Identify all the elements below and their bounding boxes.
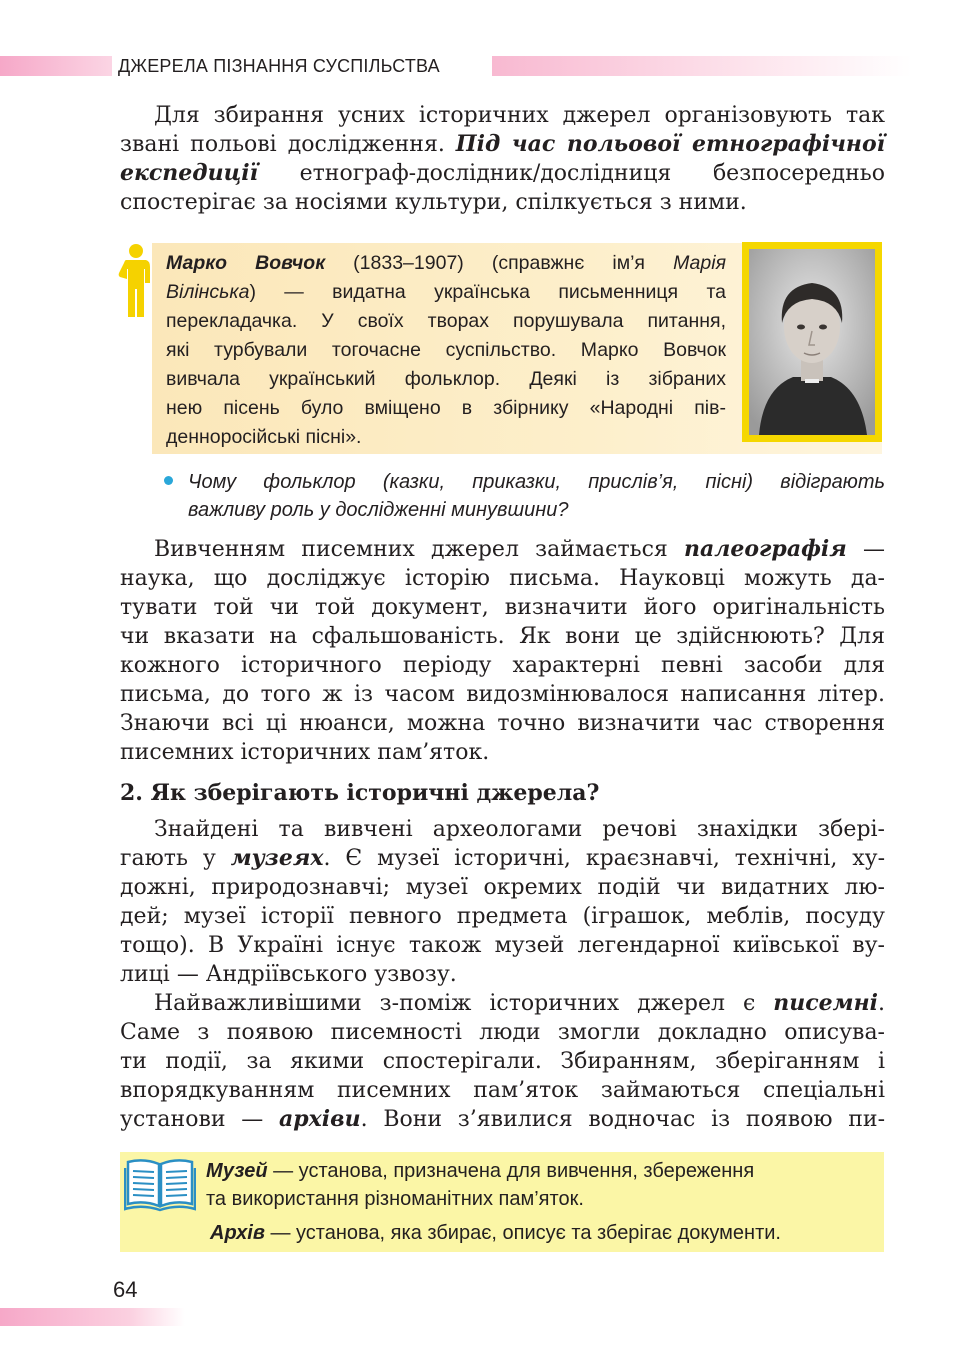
bio-real-surname: Вілінська	[166, 281, 250, 303]
def-museum-term: Музей	[206, 1160, 268, 1182]
museums-line-3: дожні, природознавчі; музеї окремих подій чи видатних лю-	[120, 875, 885, 900]
written-line-2: Саме з появою писемності люди змогли докладно описува-	[120, 1020, 885, 1045]
museums-paragraph	[120, 815, 885, 989]
museums-text: . Є музеї історичні, краєзнавчі, технічні, ху-	[323, 846, 886, 871]
written-line-1	[120, 989, 885, 1018]
section-heading: 2. Як зберігають історичні джерела?	[120, 780, 600, 806]
footer-accent	[0, 1308, 185, 1326]
intro-line-2	[120, 130, 885, 159]
portrait-frame	[742, 242, 882, 442]
paleo-line-8: писемних історичних пам’яток.	[120, 740, 490, 765]
written-text: установи —	[120, 1107, 280, 1132]
paleo-line-4: чи вказати на сфальшованість. Як вони це здійснюють? Для	[120, 624, 885, 649]
open-book-icon	[124, 1156, 196, 1212]
biography-text	[166, 249, 726, 452]
museums-line-2	[120, 844, 885, 873]
intro-paragraph	[120, 101, 885, 217]
written-line-3: ти події, за якими спостерігали. Збиранням, зберіганням і	[120, 1049, 885, 1074]
bio-name: Марко Вовчок	[166, 252, 326, 274]
def-archive-term: Архів	[210, 1222, 265, 1244]
written-text: Найважливішими з-поміж історичних джерел є	[154, 991, 774, 1016]
term-written: писемні	[773, 990, 878, 1016]
term-expedition: Під час польової етнографічної	[455, 131, 885, 157]
paleo-line-1	[120, 535, 885, 564]
paleo-line-5: кожного історичного періоду характерні певні засоби для	[120, 653, 885, 678]
term-museums: музеях	[230, 845, 324, 871]
question-line-2: важливу роль у дослідженні минувшини?	[188, 499, 569, 521]
term-expedition-end: експедиції	[120, 160, 258, 186]
written-text: . Вони з’явилися водночас із появою пи-	[360, 1107, 885, 1132]
paleography-paragraph	[120, 535, 885, 767]
definitions-text	[206, 1157, 881, 1247]
def-archive-line	[206, 1219, 881, 1247]
intro-line-1: Для збирання усних історичних джерел організовують так	[154, 103, 885, 128]
paleo-dash: —	[846, 537, 885, 562]
intro-text: звані польові дослідження.	[120, 132, 456, 157]
paleo-line-2: наука, що досліджує історію письма. Науковці можуть да-	[120, 566, 885, 591]
bio-dates: (1833–1907) (справжнє ім’я	[325, 252, 674, 274]
bio-text: ) — видатна українська письменниця та	[249, 281, 726, 303]
paleo-line-3: тувати той чи той документ, визначити його оригінальність	[120, 595, 885, 620]
term-paleography: палеографія	[684, 536, 847, 562]
question-line-1: Чому фольклор (казки, приказки, прислів’я, пісні) відіграють	[188, 471, 885, 493]
written-line-4: впорядкуванням писемних пам’яток займаються спеціальні	[120, 1078, 885, 1103]
written-sources-paragraph	[120, 989, 885, 1134]
term-archives: архіви	[279, 1106, 361, 1132]
museums-text: гають у	[120, 846, 231, 871]
header-accent-right	[492, 56, 912, 76]
bio-line-4: які турбували тогочасне суспільство. Марко Вовчок	[166, 339, 726, 361]
question-bullet	[164, 476, 173, 485]
bio-line-3: перекладачка. У своїх творах порушувала питання,	[166, 310, 726, 332]
bio-line-5: вивчала український фольклор. Деякі із зібраних	[166, 368, 726, 390]
def-archive-text: — установа, яка збирає, описує та зберігає документи.	[264, 1222, 781, 1244]
def-museum-text: — установа, призначена для вивчення, збереження	[267, 1160, 755, 1182]
paleo-line-7: Знаючи всі ці нюанси, можна точно визначити час створення	[120, 711, 885, 736]
person-icon	[116, 243, 152, 319]
intro-text: етнограф-дослідник/дослідниця безпосередньо	[257, 161, 885, 186]
museums-line-1: Знайдені та вивчені археологами речові знахідки збері-	[154, 817, 885, 842]
intro-line-3	[120, 159, 885, 188]
def-museum-line-1	[206, 1157, 881, 1185]
page-number: 64	[113, 1277, 138, 1302]
bio-real-name: Марія	[673, 252, 726, 274]
header-accent-left	[0, 56, 112, 76]
question-text	[188, 468, 885, 524]
intro-line-4: спостерігає за носіями культури, спілкується з ними.	[120, 190, 747, 215]
bio-line-6: нею пісень було вміщено в збірнику «Народні пів-	[166, 397, 726, 419]
def-museum-line-2: та використання різноманітних пам’яток.	[206, 1188, 584, 1210]
written-line-5	[120, 1105, 885, 1134]
bio-line-1	[166, 249, 726, 278]
museums-line-5: тощо). В Україні існує також музей легендарної київської ву-	[120, 933, 885, 958]
paleo-line-6: письма, до того ж із часом видозмінювалося написання літер.	[120, 682, 885, 707]
museums-line-4: дей; музеї історії певного предмета (іграшок, меблів, посуду	[120, 904, 885, 929]
bio-line-7: деннoросійські пісні».	[166, 426, 362, 448]
portrait-image	[749, 249, 875, 435]
paleo-text: Вивченням писемних джерел займається	[154, 537, 685, 562]
section-header: ДЖЕРЕЛА ПІЗНАННЯ СУСПІЛЬСТВА	[118, 56, 440, 76]
written-period: .	[878, 991, 885, 1016]
museums-line-6: лиці — Андріївського узвозу.	[120, 962, 457, 987]
bio-line-2	[166, 278, 726, 307]
